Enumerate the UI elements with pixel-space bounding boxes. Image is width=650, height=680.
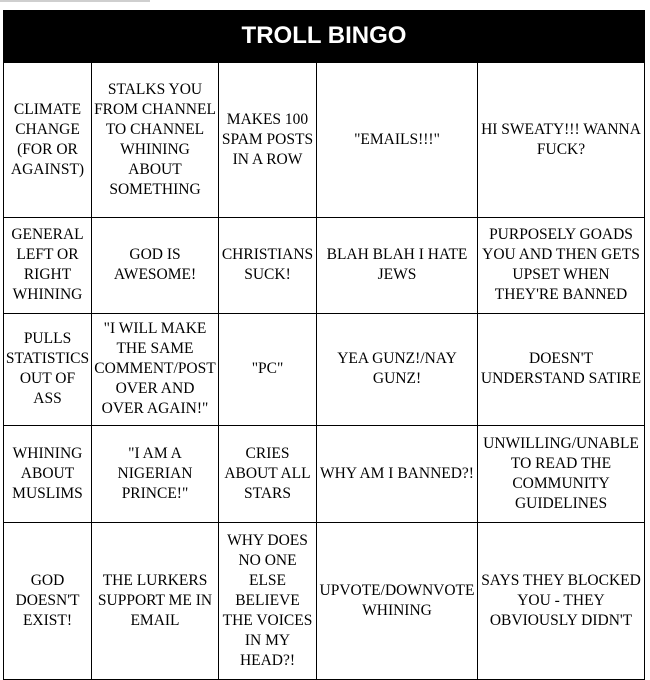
bingo-row	[4, 425, 645, 522]
bingo-cell: STALKS YOU FROM CHANNEL TO CHANNEL WHINING ABOUT SOMETHING	[92, 63, 219, 218]
bingo-cell: CLIMATE CHANGE (FOR OR AGAINST)	[4, 63, 92, 218]
bingo-cell: GOD DOESN'T EXIST!	[4, 522, 92, 679]
bingo-cell: THE LURKERS SUPPORT ME IN EMAIL	[92, 522, 219, 679]
bingo-cell: BLAH BLAH I HATE JEWS	[317, 217, 478, 313]
bingo-cell: CHRISTIANS SUCK!	[219, 217, 317, 313]
bingo-row	[4, 217, 645, 313]
bingo-row	[4, 522, 645, 679]
bingo-title: TROLL BINGO	[3, 10, 645, 62]
bingo-cell: WHINING ABOUT MUSLIMS	[4, 425, 92, 522]
bingo-cell: CRIES ABOUT ALL STARS	[219, 425, 317, 522]
bingo-cell: MAKES 100 SPAM POSTS IN A ROW	[219, 63, 317, 218]
bingo-cell: SAYS THEY BLOCKED YOU - THEY OBVIOUSLY DIDN'T	[478, 522, 645, 679]
bingo-cell: HI SWEATY!!! WANNA FUCK?	[478, 63, 645, 218]
bingo-cell: YEA GUNZ!/NAY GUNZ!	[317, 313, 478, 425]
bingo-cell: "PC"	[219, 313, 317, 425]
bingo-row	[4, 313, 645, 425]
bingo-cell: DOESN'T UNDERSTAND SATIRE	[478, 313, 645, 425]
top-divider	[0, 0, 150, 2]
bingo-cell: GENERAL LEFT OR RIGHT WHINING	[4, 217, 92, 313]
bingo-cell: WHY DOES NO ONE ELSE BELIEVE THE VOICES IN MY HEAD?!	[219, 522, 317, 679]
bingo-cell: "I WILL MAKE THE SAME COMMENT/POST OVER AND OVER AGAIN!"	[92, 313, 219, 425]
bingo-cell: "EMAILS!!!"	[317, 63, 478, 218]
bingo-row	[4, 63, 645, 218]
bingo-cell: PULLS STATISTICS OUT OF ASS	[4, 313, 92, 425]
bingo-cell: PURPOSELY GOADS YOU AND THEN GETS UPSET WHEN THEY'RE BANNED	[478, 217, 645, 313]
bingo-cell: GOD IS AWESOME!	[92, 217, 219, 313]
bingo-cell: UPVOTE/DOWNVOTE WHINING	[317, 522, 478, 679]
bingo-card	[3, 10, 645, 680]
bingo-cell: UNWILLING/UNABLE TO READ THE COMMUNITY GUIDELINES	[478, 425, 645, 522]
bingo-cell: "I AM A NIGERIAN PRINCE!"	[92, 425, 219, 522]
bingo-cell: WHY AM I BANNED?!	[317, 425, 478, 522]
